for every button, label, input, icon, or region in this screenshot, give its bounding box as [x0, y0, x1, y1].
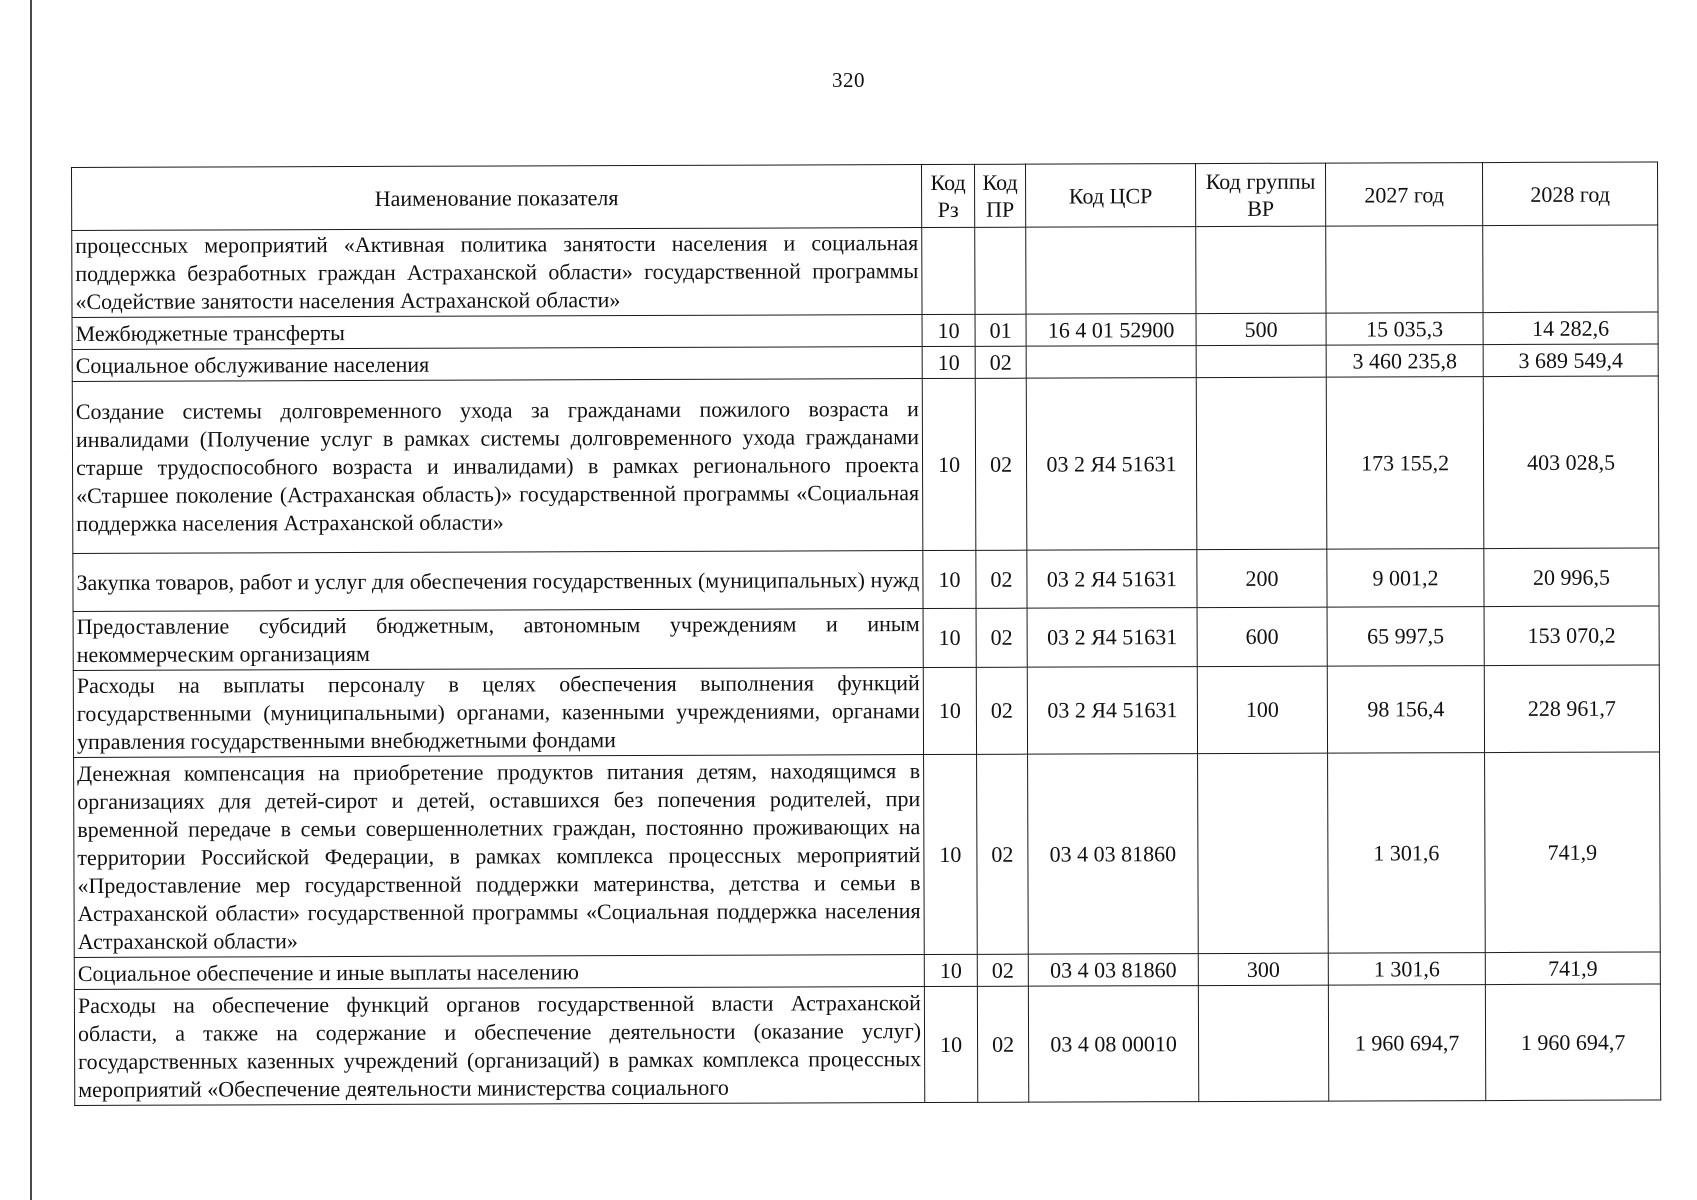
- row-pr: 02: [975, 378, 1027, 550]
- table-row: [72, 225, 1658, 318]
- row-2027: 1 301,6: [1328, 953, 1485, 986]
- row-csr: 03 2 Я4 51631: [1027, 550, 1197, 609]
- row-rz: 10: [922, 314, 975, 346]
- row-rz: 10: [923, 550, 976, 608]
- table-row: [72, 376, 1659, 554]
- table-row: [74, 752, 1661, 958]
- row-2027: 3 460 235,8: [1326, 345, 1483, 378]
- row-rz: 10: [924, 986, 977, 1102]
- row-pr: 02: [977, 754, 1029, 954]
- row-csr: 03 4 03 81860: [1028, 954, 1198, 987]
- row-csr: 03 2 Я4 51631: [1027, 667, 1197, 755]
- row-2028: 741,9: [1485, 752, 1661, 953]
- row-2028: 14 282,6: [1483, 312, 1658, 345]
- budget-table: [71, 161, 1661, 1106]
- row-vr: 600: [1197, 607, 1327, 666]
- row-vr: 300: [1198, 953, 1328, 985]
- binding-margin-line: [30, 0, 32, 1200]
- page-number: 320: [832, 68, 865, 92]
- row-2027: 9 001,2: [1327, 549, 1484, 608]
- row-2028: 3 689 549,4: [1483, 344, 1658, 377]
- row-name: Межбюджетные трансферты: [72, 315, 922, 350]
- row-rz: 10: [922, 346, 975, 378]
- header-vr: Код группы ВР: [1195, 163, 1325, 226]
- row-vr: [1198, 985, 1328, 1101]
- row-rz: 10: [923, 667, 976, 754]
- row-pr: 02: [975, 346, 1026, 378]
- row-2028: 1 960 694,7: [1485, 984, 1660, 1101]
- header-pr: Код ПР: [974, 164, 1025, 227]
- row-2028: 741,9: [1485, 952, 1660, 985]
- row-name: Денежная компенсация на приобретение продуктов питания детям, находящимся в организациях для детей-сирот и детей, оставшихся без попечения родителей, при временной передаче в семьи совершеннолетних граждан, постоянно проживающих на территории Российской Федерации, в рамках комплекса процессных мероприятий «Предоставление мер государственной поддержки материнства, детства и семьи в Астраханской области» государственной программы «Социальная поддержка населения Астраханской области»: [74, 755, 925, 958]
- header-2028: 2028 год: [1482, 162, 1657, 226]
- row-2027: 1 301,6: [1328, 753, 1486, 954]
- row-2028: 403 028,5: [1483, 376, 1659, 549]
- row-name: Социальное обслуживание населения: [72, 347, 922, 382]
- row-2027: 65 997,5: [1327, 607, 1484, 667]
- row-pr: 01: [975, 314, 1026, 346]
- row-vr: 200: [1197, 549, 1327, 607]
- row-2027: 1 960 694,7: [1328, 985, 1485, 1102]
- row-rz: 10: [922, 378, 976, 550]
- row-pr: 02: [977, 986, 1028, 1102]
- row-csr: 03 2 Я4 51631: [1027, 608, 1197, 668]
- row-name: процессных мероприятий «Активная политика занятости населения и социальная поддержка безработных граждан Астраханской области» государственной программы «Содействие занятости населения Астраханской области»: [72, 228, 922, 318]
- row-name: Создание системы долговременного ухода за гражданами пожилого возраста и инвалидами (Получение услуг в рамках системы долговременного ухода гражданами старше трудоспособного возраста и инвалидами) в рамках регионального проекта «Старшее поколение (Астраханская область)» государственной программы «Социальная поддержка населения Астраханской области»: [72, 379, 923, 554]
- row-name: Расходы на выплаты персоналу в целях обеспечения выполнения функций государственными (муниципальными) органами, казенными учреждениями, органами управления государственными внебюджетными фондами: [73, 668, 923, 758]
- row-vr: [1198, 753, 1329, 953]
- row-2028: 228 961,7: [1484, 665, 1659, 753]
- row-vr: [1196, 345, 1326, 377]
- row-name: Предоставление субсидий бюджетным, автономным учреждениям и иным некоммерческим организациям: [73, 609, 923, 671]
- table-row: [73, 665, 1659, 758]
- row-rz: 10: [924, 954, 977, 986]
- row-csr: 03 4 03 81860: [1028, 754, 1199, 955]
- row-2027: [1326, 226, 1483, 314]
- row-vr: 100: [1197, 666, 1327, 753]
- row-2028: 20 996,5: [1484, 548, 1659, 607]
- row-rz: [922, 227, 975, 314]
- row-vr: 500: [1196, 313, 1326, 345]
- table-row: [73, 548, 1659, 612]
- row-vr: [1196, 226, 1326, 313]
- row-2028: 153 070,2: [1484, 606, 1659, 666]
- row-rz: 10: [923, 608, 976, 667]
- header-name: Наименование показателя: [72, 165, 922, 231]
- row-2027: 15 035,3: [1326, 313, 1483, 346]
- table-row: [73, 606, 1659, 671]
- row-name: Расходы на обеспечение функций органов государственной власти Астраханской области, а также на содержание и обеспечение деятельности (оказание услуг) государственных казенных учреждений (организаций) в рамках комплекса процессных мероприятий «Обеспечение деятельности министерства социального: [74, 987, 924, 1106]
- row-csr: [1026, 227, 1196, 315]
- row-2027: 173 155,2: [1326, 377, 1484, 550]
- row-2028: [1483, 225, 1658, 313]
- row-pr: 02: [977, 954, 1028, 986]
- row-pr: 02: [976, 550, 1027, 608]
- row-vr: [1196, 377, 1327, 549]
- header-rz: Код Рз: [921, 164, 974, 227]
- row-rz: 10: [924, 754, 978, 954]
- header-csr: Код ЦСР: [1025, 164, 1195, 228]
- row-csr: 16 4 01 52900: [1026, 314, 1196, 347]
- row-csr: 03 2 Я4 51631: [1026, 378, 1197, 551]
- table-header-row: [72, 162, 1658, 231]
- row-csr: [1026, 346, 1196, 379]
- header-2027: 2027 год: [1325, 163, 1482, 227]
- row-csr: 03 4 08 00010: [1028, 986, 1198, 1103]
- row-pr: 02: [976, 667, 1027, 754]
- row-2027: 98 156,4: [1327, 666, 1484, 754]
- row-name: Закупка товаров, работ и услуг для обеспечения государственных (муниципальных) нужд: [73, 551, 923, 612]
- row-pr: 02: [976, 608, 1027, 667]
- row-pr: [975, 227, 1026, 314]
- table-row: [74, 984, 1660, 1106]
- row-name: Социальное обеспечение и иные выплаты населению: [74, 955, 924, 990]
